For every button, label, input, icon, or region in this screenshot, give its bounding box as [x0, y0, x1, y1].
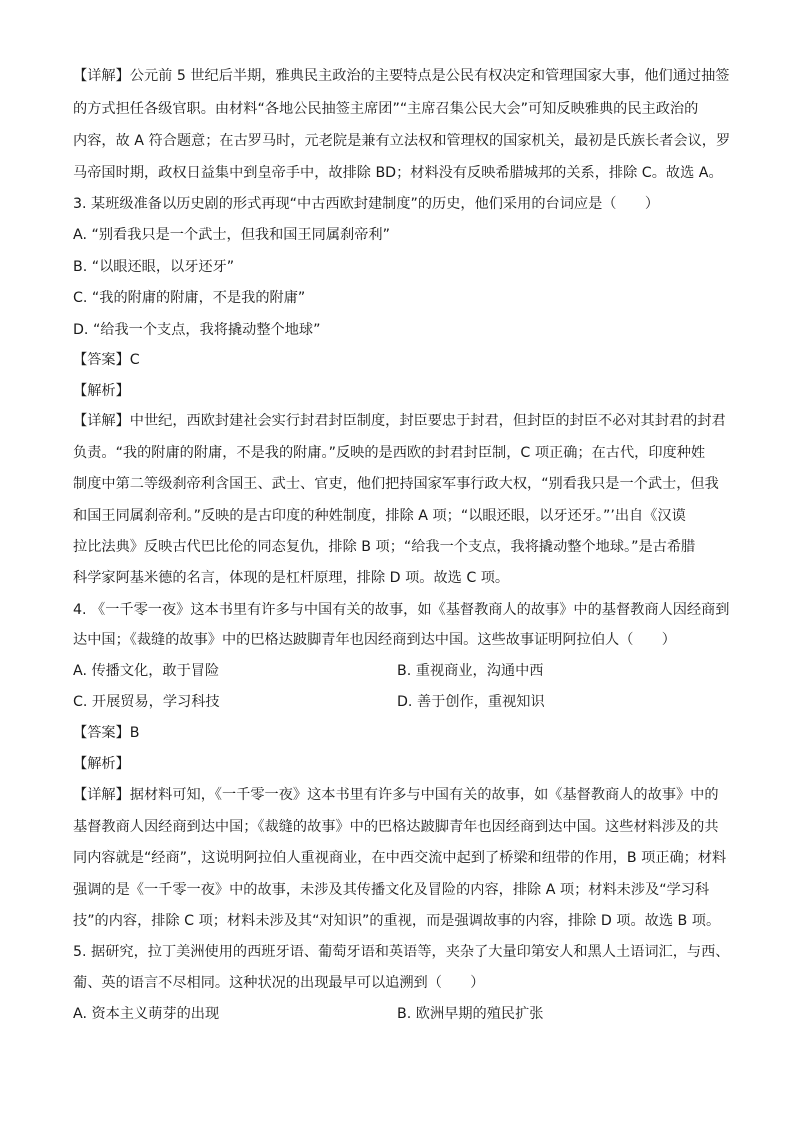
question-4-detail-line: 基督教商人因经商到达中国；《裁缝的故事》中的巴格达跛脚青年也因经商到达中国。这些材料涉及的共 [73, 819, 719, 835]
question-3-detail-line: 和国王同属刹帝利。”反映的是古印度的种姓制度，排除 A 项；“以眼还眼，以牙还牙。”’出自《汉谟 [73, 508, 686, 524]
question-4-answer: 【答案】B [73, 725, 140, 741]
question-4-option-b: B. 重视商业，沟通中西 [397, 663, 544, 679]
question-4-option-d: D. 善于创作，重视知识 [397, 694, 545, 710]
question-4-stem: 4. 《一千零一夜》这本书里有许多与中国有关的故事，如《基督教商人的故事》中的基督教商人因经商到 [73, 602, 730, 618]
question-4-detail-line: 强调的是《一千零一夜》中的故事，未涉及其传播文化及冒险的内容，排除 A 项；材料未涉及“学习科 [73, 882, 710, 898]
question-3-detail-line: 制度中第二等级刹帝利含国王、武士、官吏，他们把持国家军事行政大权，“别看我只是一个武士，但我 [73, 476, 719, 492]
question-4-stem: 达中国；《裁缝的故事》中的巴格达跛脚青年也因经商到达中国。这些故事证明阿拉伯人（ ） [73, 632, 676, 648]
question-3-detail-line: 负责。“我的附庸的附庸，不是我的附庸。”反映的是西欧的封君封臣制，C 项正确；在古代，印度种姓 [73, 445, 706, 461]
question-5-stem: 葡、英的语言不尽相同。这种状况的出现最早可以追溯到（ ） [73, 975, 485, 991]
explanation-paragraph-line: 马帝国时期，政权日益集中到皇帝手中，故排除 BD；材料没有反映希腊城邦的关系，排除 C。故选 A。 [73, 165, 723, 181]
question-4-option-c: C. 开展贸易，学习科技 [73, 694, 220, 710]
question-3-option-b: B. “以眼还眼，以牙还牙” [73, 259, 235, 275]
question-3-detail-line: 拉比法典》反映古代巴比伦的同态复仇，排除 B 项；“给我一个支点，我将撬动整个地球。”是古希腊 [73, 539, 696, 555]
question-3-analysis-label: 【解析】 [73, 383, 130, 399]
question-4-option-a: A. 传播文化，敢于冒险 [73, 663, 220, 679]
explanation-paragraph-line: 内容，故 A 符合题意；在古罗马时，元老院是兼有立法权和管理权的国家机关，最初是氏族长者会议，罗 [73, 133, 731, 149]
question-3-answer: 【答案】C [73, 352, 140, 368]
explanation-paragraph-line: 【详解】公元前 5 世纪后半期，雅典民主政治的主要特点是公民有权决定和管理国家大事，他们通过抽签 [73, 68, 730, 84]
question-3-option-a: A. “别看我只是一个武士，但我和国王同属刹帝利” [73, 227, 390, 243]
explanation-paragraph-line: 的方式担任各级官职。由材料“各地公民抽签主席团”“主席召集公民大会”可知反映雅典的民主政治的 [73, 101, 699, 117]
question-3-stem: 3. 某班级准备以历史剧的形式再现“中古西欧封建制度”的历史，他们采用的台词应是（ ） [73, 196, 660, 212]
question-3-option-d: D. “给我一个支点，我将撬动整个地球” [73, 322, 321, 338]
question-5-option-a: A. 资本主义萌芽的出现 [73, 1006, 220, 1022]
question-3-option-c: C. “我的附庸的附庸，不是我的附庸” [73, 290, 306, 306]
question-4-detail-line: 技”的内容，排除 C 项；材料未涉及其“对知识”的重视，而是强调故事的内容，排除 D 项。故选 B 项。 [73, 913, 721, 929]
question-4-detail-line: 【详解】据材料可知，《一千零一夜》这本书里有许多与中国有关的故事，如《基督教商人的故事》中的 [73, 787, 719, 803]
question-4-detail-line: 同内容就是“经商”，这说明阿拉伯人重视商业，在中西交流中起到了桥梁和纽带的作用，B 项正确；材料 [73, 850, 727, 866]
question-3-detail-line: 【详解】中世纪，西欧封建社会实行封君封臣制度，封臣要忠于封君，但封臣的封臣不必对其封君的封君 [73, 413, 726, 429]
question-5-option-b: B. 欧洲早期的殖民扩张 [397, 1006, 544, 1022]
question-3-detail-line: 科学家阿基米德的名言，体现的是杠杆原理，排除 D 项。故选 C 项。 [73, 570, 510, 586]
question-5-stem: 5. 据研究，拉丁美洲使用的西班牙语、葡萄牙语和英语等，夹杂了大量印第安人和黑人土语词汇，与西、 [73, 944, 730, 960]
question-4-analysis-label: 【解析】 [73, 756, 130, 772]
